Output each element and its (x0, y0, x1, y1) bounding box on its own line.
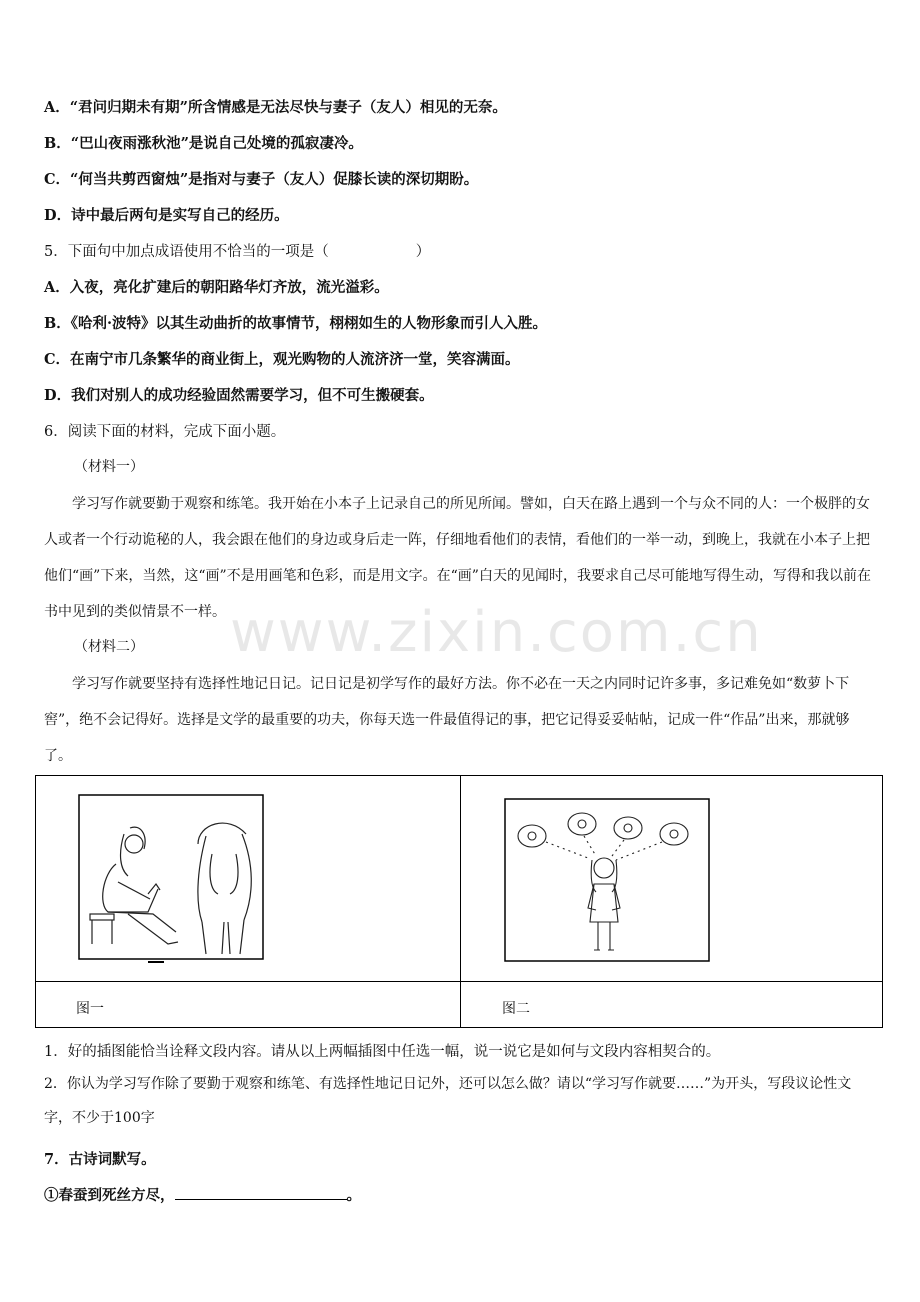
q4-option-c: C．“何当共剪西窗烛”是指对与妻子（友人）促膝长读的深切期盼。 (44, 171, 479, 188)
q7-item-1-text: ①春蚕到死丝方尽， (44, 1187, 175, 1204)
q7-item-1-blank[interactable] (175, 1185, 347, 1200)
table-divider-horizontal (36, 981, 882, 982)
material-1-label: （材料一） (74, 459, 144, 475)
q4-option-a: A．“君问归期未有期”所含情感是无法尽快与妻子（友人）相见的无奈。 (44, 99, 507, 116)
figure-1-caption: 图一 (76, 1001, 104, 1017)
illustration-table (35, 775, 883, 1028)
material-2-text: 学习写作就要坚持有选择性地记日记。记日记是初学写作的最好方法。你不必在一天之内同时记许多事，多记难免如“数萝卜下窖”，绝不会记得好。选择是文学的最重要的功夫，你每天选一件最值得记的事，把它记得妥妥帖帖，记成一件“作品”出来，那就够了。 (44, 676, 850, 764)
q5-option-c: C．在南宁市几条繁华的商业街上，观光购物的人流济济一堂，笑容满面。 (44, 351, 520, 368)
watermark: www.zixin.com.cn (230, 600, 763, 665)
q7-item-1 (44, 1184, 361, 1205)
q7-item-1-end: 。 (346, 1187, 361, 1204)
material-1-text: 学习写作就要勤于观察和练笔。我开始在小本子上记录自己的所见所闻。譬如，白天在路上遇到一个与众不同的人：一个极胖的女人或者一个行动诡秘的人，我会跟在他们的身边或身后走一阵，仔细地看他们的表情，看他们的一举一动，到晚上，我就在小本子上把他们“画”下来，当然，这“画”不是用画笔和色彩，而是用文字。在“画”白天的见闻时，我要求自己尽可能地写得生动，写得和我以前在书中见到的类似情景不一样。 (44, 496, 871, 620)
figure-1-illustration (78, 794, 268, 966)
material-2-label: （材料二） (74, 639, 144, 655)
q5-stem: 5．下面句中加点成语使用不恰当的一项是（ ） (44, 244, 431, 260)
q5-option-a: A．入夜，亮化扩建后的朝阳路华灯齐放，流光溢彩。 (44, 279, 389, 296)
figure-2-caption: 图二 (502, 1001, 530, 1017)
q6-subquestion-1: 1．好的插图能恰当诠释文段内容。请从以上两幅插图中任选一幅，说一说它是如何与文段内容相契合的。 (44, 1044, 721, 1060)
q6-subquestion-2: 2．你认为学习写作除了要勤于观察和练笔、有选择性地记日记外，还可以怎么做？请以“学习写作就要……”为开头，写段议论性文字，不少于100字 (44, 1076, 852, 1126)
q7-stem: 7．古诗词默写。 (44, 1151, 156, 1168)
q4-option-d: D．诗中最后两句是实写自己的经历。 (44, 207, 289, 224)
figure-2-illustration (504, 798, 714, 968)
q5-option-d: D．我们对别人的成功经验固然需要学习，但不可生搬硬套。 (44, 387, 434, 404)
q5-option-b: B．《哈利·波特》以其生动曲折的故事情节，栩栩如生的人物形象而引人入胜。 (44, 315, 548, 332)
table-divider-vertical (460, 776, 461, 1027)
q4-option-b: B．“巴山夜雨涨秋池”是说自己处境的孤寂凄冷。 (44, 135, 363, 152)
q6-stem: 6．阅读下面的材料，完成下面小题。 (44, 424, 286, 440)
